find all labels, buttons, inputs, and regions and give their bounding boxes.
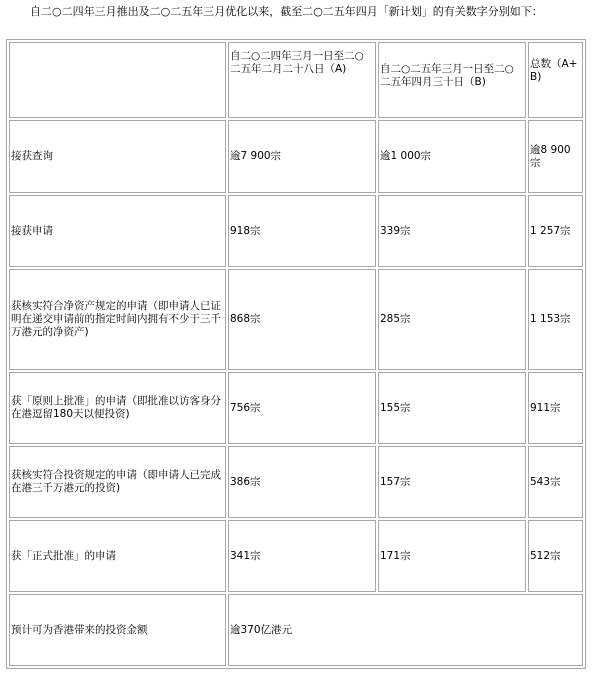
table-row <box>9 195 583 267</box>
table-row <box>9 520 583 592</box>
row-label: 接获查询 <box>9 120 226 193</box>
footer-row <box>9 594 583 666</box>
table-row <box>9 446 583 518</box>
table-row <box>9 269 583 370</box>
row-value-b: 285宗 <box>378 269 526 370</box>
footer-label: 预计可为香港带来的投资金额 <box>9 594 226 666</box>
row-value-b: 157宗 <box>378 446 526 518</box>
row-value-b: 339宗 <box>378 195 526 267</box>
header-period-a: 自二○二四年三月一日至二○二五年二月二十八日（A) <box>228 42 376 118</box>
table-row <box>9 120 583 193</box>
header-blank-cell <box>9 42 226 118</box>
header-total: 总数（A+B) <box>528 42 583 118</box>
row-label: 获「正式批准」的申请 <box>9 520 226 592</box>
footer-value: 逾370亿港元 <box>228 594 583 666</box>
row-value-total: 逾8 900宗 <box>528 120 583 193</box>
row-value-a: 918宗 <box>228 195 376 267</box>
row-value-total: 1 257宗 <box>528 195 583 267</box>
row-value-b: 155宗 <box>378 372 526 444</box>
row-value-total: 512宗 <box>528 520 583 592</box>
row-label: 获核实符合投资规定的申请（即申请人已完成在港三千万港元的投资) <box>9 446 226 518</box>
row-value-b: 逾1 000宗 <box>378 120 526 193</box>
row-value-b: 171宗 <box>378 520 526 592</box>
header-row <box>9 42 583 118</box>
row-value-a: 逾7 900宗 <box>228 120 376 193</box>
row-label: 接获申请 <box>9 195 226 267</box>
row-value-a: 341宗 <box>228 520 376 592</box>
row-value-total: 1 153宗 <box>528 269 583 370</box>
intro-text: 自二○二四年三月推出及二○二五年三月优化以来，截至二○二五年四月「新计划」的有关数字分别如下： <box>30 5 543 18</box>
row-value-a: 868宗 <box>228 269 376 370</box>
row-label: 获「原则上批准」的申请（即批准以访客身分在港逗留180天以便投资) <box>9 372 226 444</box>
statistics-table <box>6 39 586 669</box>
row-value-total: 543宗 <box>528 446 583 518</box>
header-period-b: 自二○二五年三月一日至二○二五年四月三十日（B) <box>378 42 526 118</box>
row-value-a: 386宗 <box>228 446 376 518</box>
table-row <box>9 372 583 444</box>
row-label: 获核实符合净资产规定的申请（即申请人已证明在递交申请前的指定时间内拥有不少于三千万港元的净资产) <box>9 269 226 370</box>
row-value-total: 911宗 <box>528 372 583 444</box>
row-value-a: 756宗 <box>228 372 376 444</box>
